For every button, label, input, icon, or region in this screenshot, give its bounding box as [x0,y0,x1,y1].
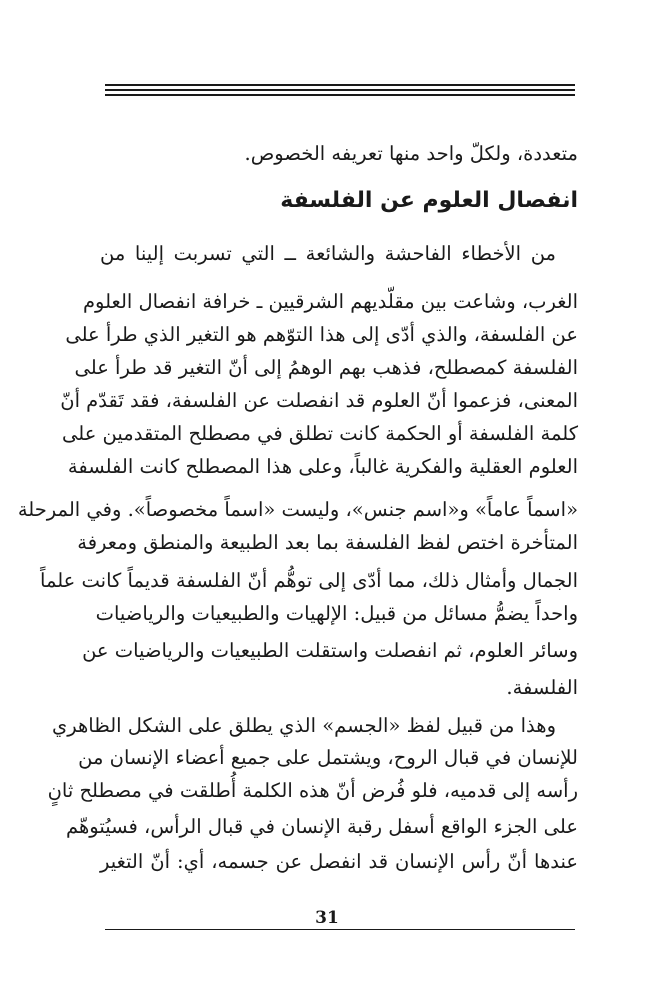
footer-rule [105,929,575,930]
text-line: للإنسان في قبال الروح، ويشتمل على جميع أعضاء الإنسان من [78,746,578,769]
text-line: عندها أنّ رأس الإنسان قد انفصل عن جسمه، أي: أنّ التغير [100,850,578,873]
text-line: وهذا من قبيل لفظ «الجسم» الذي يطلق على الشكل الظاهري [51,714,556,737]
section-heading: انفصال العلوم عن الفلسفة [280,188,578,213]
page-number: 31 [315,908,339,928]
text-line: الغرب، وشاعت بين مقلّديهم الشرقيين ـ خرافة انفصال العلوم [82,290,578,313]
text-line: رأسه إلى قدميه، فلو فُرض أنّ هذه الكلمة أُطلقت في مصطلح ثانٍ [47,779,578,802]
header-rule-line [105,89,575,91]
text-line: على الجزء الواقع أسفل رقبة الإنسان في قبال الرأس، فسيُتوهّم [66,815,578,838]
text-line: المتأخرة اختص لفظ الفلسفة بما بعد الطبيعة والمنطق ومعرفة [77,531,578,554]
text-line: العلوم العقلية والفكرية غالباً، وعلى هذا المصطلح كانت الفلسفة [67,455,578,478]
text-line: عن الفلسفة، والذي أدّى إلى هذا التوّهم هو التغير الذي طرأ على [65,323,578,346]
text-line: الجمال وأمثال ذلك، مما أدّى إلى توهُّم أنّ الفلسفة قديماً كانت علماً [40,569,578,592]
text-line: وسائر العلوم، ثم انفصلت واستقلت الطبيعيات والرياضيات عن [82,639,578,662]
intro-line: متعددة، ولكلّ واحد منها تعريفه الخصوص. [244,142,578,165]
header-rule [105,84,575,99]
text-line: واحداً يضمُّ مسائل من قبيل: الإلهيات والطبيعيات والرياضيات [95,602,578,625]
text-line: كلمة الفلسفة أو الحكمة كانت تطلق في مصطلح المتقدمين على [62,422,578,445]
header-rule-line [105,94,575,96]
header-rule-line [105,84,575,86]
text-line: من الأخطاء الفاحشة والشائعة ــ التي تسربت إلينا من [100,242,556,265]
text-line: الفلسفة. [506,676,578,699]
text-line: المعنى، فزعموا أنّ العلوم قد انفصلت عن الفلسفة، فقد تَقدّم أنّ [60,389,578,412]
text-line: الفلسفة كمصطلح، فذهب بهم الوهمُ إلى أنّ التغير قد طرأ على [74,356,578,379]
text-line: «اسماً عاماً» و«اسم جنس»، وليست «اسماً مخصوصاً». وفي المرحلة [17,498,578,521]
